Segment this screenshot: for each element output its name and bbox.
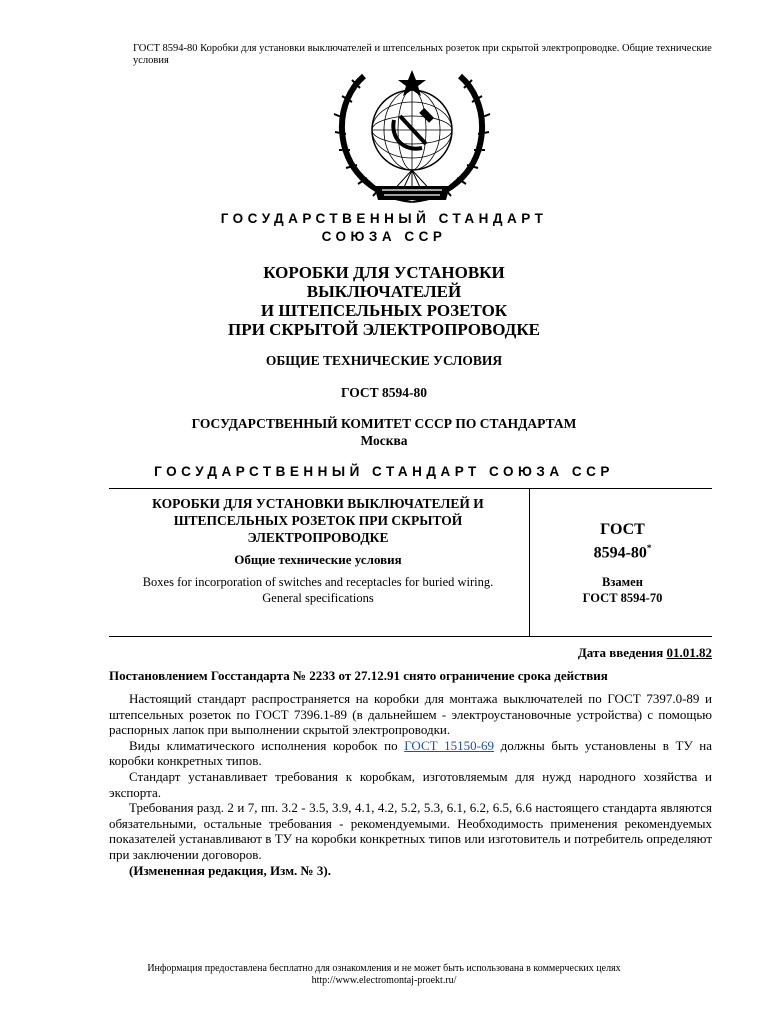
standard-subtitle-en: General specifications [262,591,374,605]
cover-state-standard: ГОСУДАРСТВЕННЫЙ СТАНДАРТ [220,211,548,226]
body-paragraph-2 [109,738,712,769]
introduction-date-value: 01.01.82 [666,645,712,660]
page-footer [0,963,768,987]
cover-title-line-3: И ШТЕПСЕЛЬНЫХ РОЗЕТОК [260,301,508,320]
table-top-rule [109,488,712,489]
gost-amendment-mark: * [646,543,652,553]
replace-label: Взамен [602,575,643,590]
body-paragraph-2-end: должны быть установлены в ТУ на коробки конкретных типов. [109,737,712,769]
cover-gost-number: ГОСТ 8594-80 [340,385,428,400]
standard-title-en: Boxes for incorporation of switches and receptacles for buried wiring. [142,575,494,589]
document-body [109,691,712,878]
cover-title-line-4: ПРИ СКРЫТОЙ ЭЛЕКТРОПРОВОДКЕ [227,320,541,339]
introduction-date [578,645,712,661]
cover-union: СОЮЗА ССР [321,229,447,244]
body-paragraph-1: Настоящий стандарт распространяется на коробки для монтажа выключателей по ГОСТ 7397.0-89 и штепсельных розеток по ГОСТ 7396.1-89 (в дальнейшем - электроустановочные устройства) с помощью распорных лапок при выполнении скрытой электропроводки. [109,691,712,738]
document-header-title: ГОСТ 8594-80 Коробки для установки выключателей и штепсельных розеток при скрытой электропроводке. Общие технические условия [133,43,712,66]
standard-subtitle-ru: Общие технические условия [234,552,402,567]
standard-title-ru: КОРОБКИ ДЛЯ УСТАНОВКИ ВЫКЛЮЧАТЕЛЕЙ И ШТЕПСЕЛЬНЫХ РОЗЕТОК ПРИ СКРЫТОЙ ЭЛЕКТРОПРОВОДКЕ [152,496,484,545]
standard-title-block [112,495,524,606]
body-paragraph-4: Требования разд. 2 и 7, пп. 3.2 - 3.5, 3.9, 4.1, 4.2, 5.2, 5.3, 6.1, 6.2, 6.5, 6.6 настоящего стандарта являются обязательными, остальные требования - рекомендуемыми. Необходимость применения рекомендуемых показателей устанавливают в ТУ на коробки конкретных типов или изготовитель и потребитель определяют при заключении договоров. [109,800,712,862]
body-paragraph-3: Стандарт устанавливает требования к коробкам, изготовляемым для нужд народного хозяйства и экспорта. [109,768,712,800]
body-amendment-note: (Измененная редакция, Изм. № 3). [129,862,331,878]
cover-committee: ГОСУДАРСТВЕННЫЙ КОМИТЕТ СССР ПО СТАНДАРТАМ [191,416,577,431]
gost-label: ГОСТ [600,521,645,538]
gost-designation [530,539,715,562]
table-bottom-rule [109,636,712,637]
gost-designation-number: 8594-80 [593,544,647,562]
cover-subtitle: ОБЩИЕ ТЕХНИЧЕСКИЕ УСЛОВИЯ [265,353,503,368]
decree-note: Постановлением Госстандарта № 2233 от 27.12.91 снято ограничение срока действия [109,668,608,683]
cover-city: Москва [360,433,408,448]
footer-disclaimer: Информация предоставлена бесплатно для ознакомления и не может быть использована в коммерческих целях [147,963,621,974]
state-standard-full: ГОСУДАРСТВЕННЫЙ СТАНДАРТ СОЮЗА ССР [154,464,614,479]
gost-15150-link[interactable]: ГОСТ 15150-69 [404,737,495,753]
introduction-date-label: Дата введения [577,645,667,660]
replace-gost: ГОСТ 8594-70 [582,591,663,606]
gost-designation-block [530,520,715,606]
cover-title-line-2: ВЫКЛЮЧАТЕЛЕЙ [306,282,462,301]
ussr-emblem-icon [330,68,495,208]
body-paragraph-2-start: Виды климатического исполнения коробок по [129,737,405,753]
footer-url: http://www.electromontaj-proekt.ru/ [311,975,457,986]
cover-title-line-1: КОРОБКИ ДЛЯ УСТАНОВКИ [263,263,505,282]
